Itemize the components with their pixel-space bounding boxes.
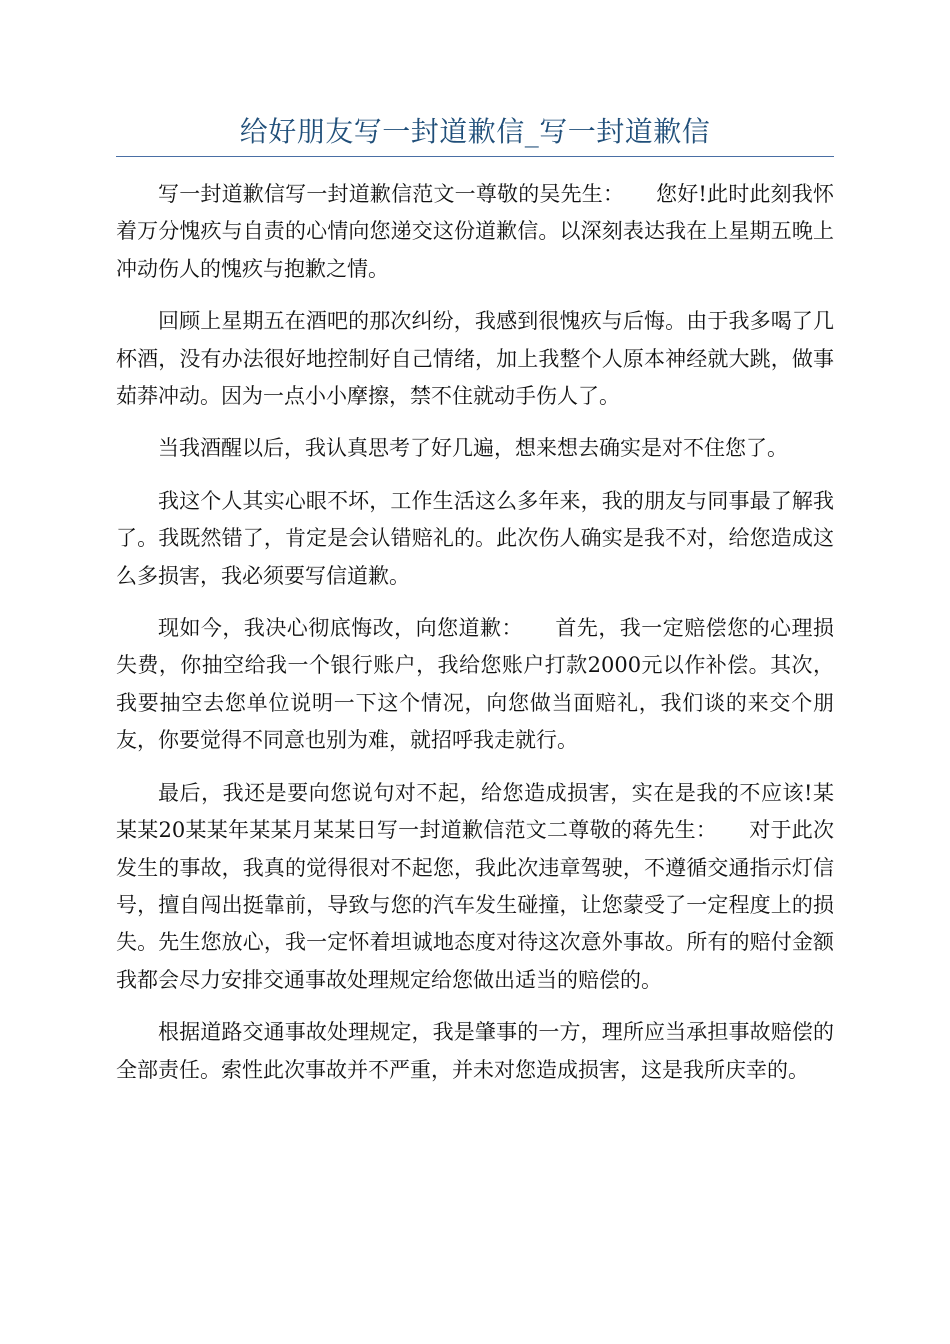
paragraph-7: 根据道路交通事故处理规定，我是肇事的一方，理所应当承担事故赔偿的全部责任。索性此次事故并不严重，并未对您造成损害，这是我所庆幸的。: [116, 1020, 834, 1082]
page-title: 给好朋友写一封道歉信_写一封道歉信: [239, 115, 711, 148]
paragraph-1: 写一封道歉信写一封道歉信范文一尊敬的吴先生： 您好!此时此刻我怀着万分愧疚与自责的心情向您递交这份道歉信。以深刻表达我在上星期五晚上冲动伤人的愧疚与抱歉之情。: [116, 182, 834, 281]
paragraph-3: 当我酒醒以后，我认真思考了好几遍，想来想去确实是对不住您了。: [158, 436, 788, 461]
document-body: [116, 176, 834, 1104]
paragraph-6: 最后，我还是要向您说句对不起，给您造成损害，实在是我的不应该!某某某20某某年某某月某某日写一封道歉信范文二尊敬的蒋先生： 对于此次发生的事故，我真的觉得很对不起您，我此次违章驾驶，不遵循交通指示灯信号，擅自闯出挺靠前，导致与您的汽车发生碰撞，让您蒙受了一定程度上的损失。先生您放心，我一定怀着坦诚地态度对待这次意外事故。所有的赔付金额我都会尽力安排交通事故处理规定给您做出适当的赔偿的。: [116, 780, 834, 992]
paragraph-5: 现如今，我决心彻底悔改，向您道歉： 首先，我一定赔偿您的心理损失费，你抽空给我一个银行账户，我给您账户打款2000元以作补偿。其次，我要抽空去您单位说明一下这个情况，向您做当面赔礼，我们谈的来交个朋友，你要觉得不同意也别为难，就招呼我走就行。: [116, 616, 834, 753]
paragraph-2: 回顾上星期五在酒吧的那次纠纷，我感到很愧疚与后悔。由于我多喝了几杯酒，没有办法很好地控制好自己情绪，加上我整个人原本神经就大跳，做事茹莽冲动。因为一点小小摩擦，禁不住就动手伤人了。: [116, 309, 834, 409]
paragraph-4: 我这个人其实心眼不坏，工作生活这么多年来，我的朋友与同事最了解我了。我既然错了，肯定是会认错赔礼的。此次伤人确实是我不对，给您造成这么多损害，我必须要写信道歉。: [116, 488, 834, 588]
title-block: [116, 112, 834, 157]
